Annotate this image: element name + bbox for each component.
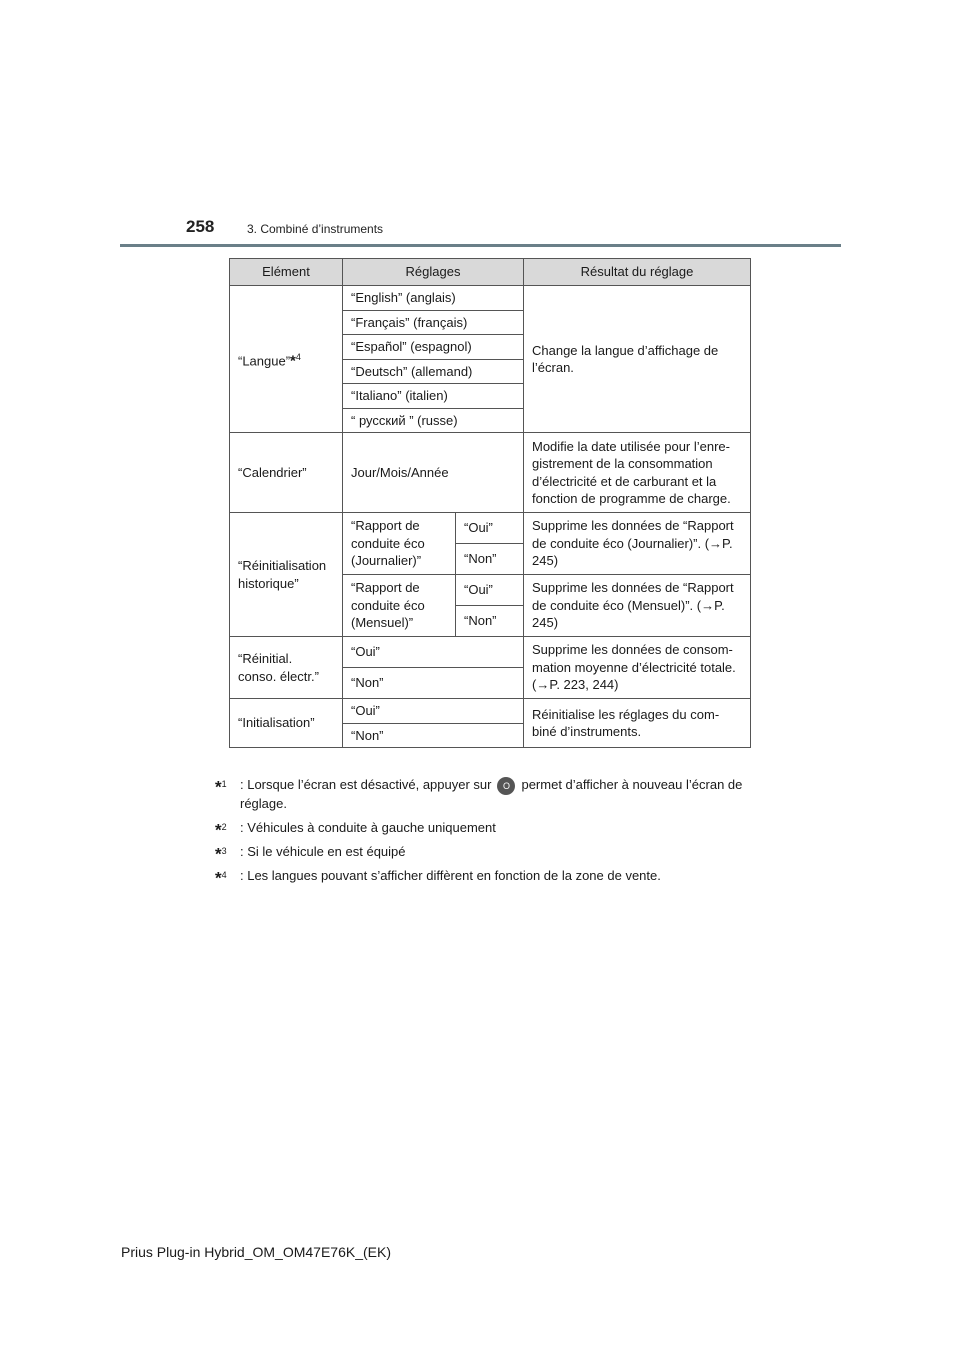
footnote-text: permet d’afficher à nouveau l’écran de réglage. <box>240 777 743 811</box>
footnote-marker: *$^1$ <box>215 777 227 797</box>
element-language: “Langue”*$^4$ <box>230 286 343 433</box>
initialisation-yes: “Oui” <box>343 699 524 724</box>
language-option-italian: “Italiano” (italien) <box>343 384 524 409</box>
table-header-row <box>230 259 751 286</box>
settings-table <box>229 258 751 748</box>
button-circle-icon: O <box>497 777 515 795</box>
history-monthly-result: Supprime les données de “Rapport de conduite éco (Mensuel)”. (→P. 245) <box>524 575 751 637</box>
footnote-4 <box>215 867 750 885</box>
reset-consumption-result: Supprime les données de consom-mation moyenne d’électricité totale. (→P. 223, 244) <box>524 637 751 699</box>
initialisation-no: “Non” <box>343 723 524 748</box>
language-option-english: “English” (anglais) <box>343 286 524 311</box>
reset-consumption-yes: “Oui” <box>343 637 524 668</box>
history-daily-result: Supprime les données de “Rapport de conduite éco (Journalier)”. (→P. 245) <box>524 513 751 575</box>
language-option-french: “Français” (français) <box>343 310 524 335</box>
footnote-text: : Si le véhicule en est équipé <box>240 843 406 859</box>
footer-document-id: Prius Plug-in Hybrid_OM_OM47E76K_(EK) <box>121 1244 391 1260</box>
calendar-setting: Jour/Mois/Année <box>343 433 524 513</box>
element-reset-consumption: “Réinitial. conso. électr.” <box>230 637 343 699</box>
reset-consumption-no: “Non” <box>343 668 524 699</box>
element-calendar: “Calendrier” <box>230 433 343 513</box>
footnote-1 <box>215 776 750 813</box>
table-row <box>230 637 751 668</box>
table-row <box>230 699 751 724</box>
initialisation-result: Réinitialise les réglages du com-biné d’instruments. <box>524 699 751 748</box>
column-header-settings: Réglages <box>343 259 524 286</box>
calendar-result: Modifie la date utilisée pour l’enre-gistrement de la consommation d’électricité et de carburant et la fonction de programme de charge. <box>524 433 751 513</box>
footnote-marker: *$^2$ <box>215 819 227 839</box>
column-header-result: Résultat du réglage <box>524 259 751 286</box>
history-daily-no: “Non” <box>456 544 524 575</box>
table-row <box>230 286 751 311</box>
history-daily-yes: “Oui” <box>456 513 524 544</box>
footnotes <box>215 776 750 891</box>
language-option-german: “Deutsch” (allemand) <box>343 359 524 384</box>
header-rule <box>120 244 841 247</box>
table-row <box>230 433 751 513</box>
history-monthly-no: “Non” <box>456 606 524 637</box>
footnote-marker: *$^3$ <box>215 843 227 863</box>
table-row <box>230 513 751 544</box>
column-header-element: Elément <box>230 259 343 286</box>
language-result: Change la langue d’affichage de l’écran. <box>524 286 751 433</box>
language-option-russian: “ русский ” (russe) <box>343 408 524 433</box>
history-daily-setting: “Rapport de conduite éco (Journalier)” <box>343 513 456 575</box>
language-option-spanish: “Español” (espagnol) <box>343 335 524 360</box>
history-monthly-setting: “Rapport de conduite éco (Mensuel)” <box>343 575 456 637</box>
footnote-marker: *$^4$ <box>215 867 227 887</box>
element-initialisation: “Initialisation” <box>230 699 343 748</box>
footnote-text: : Les langues pouvant s’afficher diffèrent en fonction de la zone de vente. <box>240 867 661 883</box>
footnote-text: : Lorsque l’écran est désactivé, appuyer sur <box>240 777 492 792</box>
history-monthly-yes: “Oui” <box>456 575 524 606</box>
chapter-title: 3. Combiné d’instruments <box>247 222 384 236</box>
page-number: 258 <box>186 217 215 236</box>
footnote-3 <box>215 843 750 861</box>
element-history-reset: “Réinitialisation historique” <box>230 513 343 637</box>
footnote-text: : Véhicules à conduite à gauche uniquement <box>240 819 496 835</box>
footnote-2 <box>215 819 750 837</box>
